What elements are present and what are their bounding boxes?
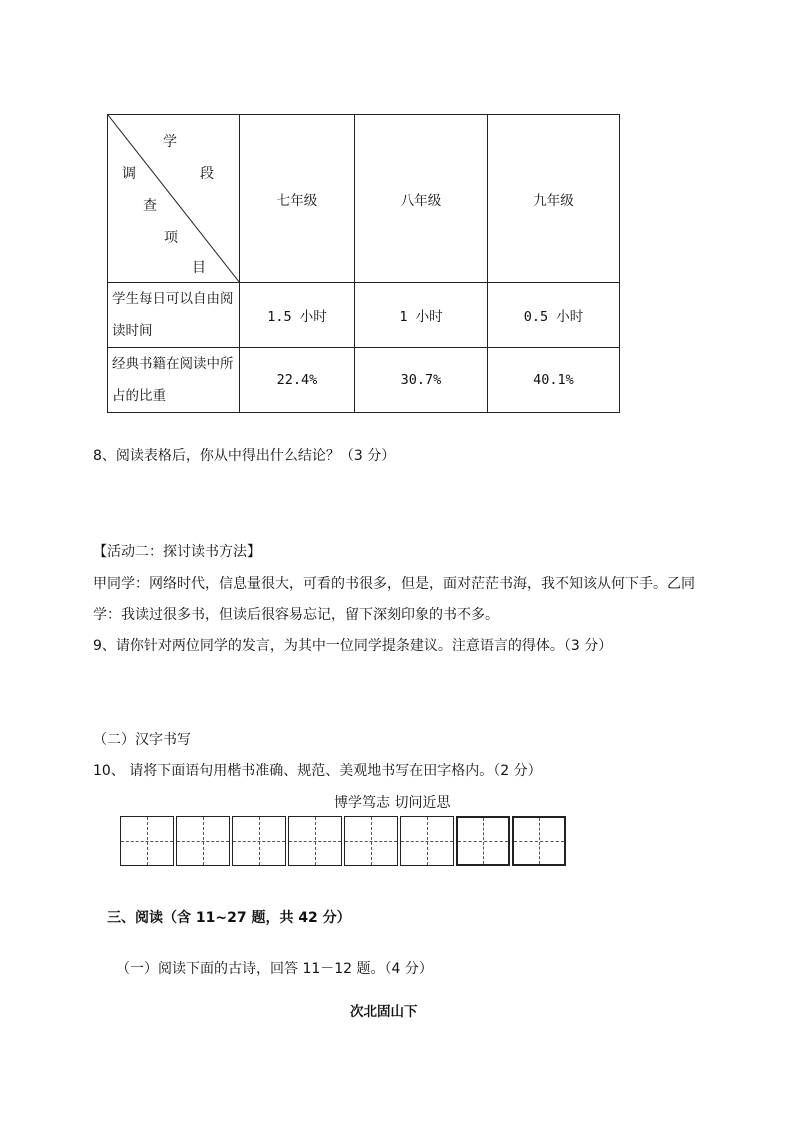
- corner-label-diao: 调: [122, 166, 136, 182]
- activity2-title: 【活动二：探讨读书方法】: [93, 544, 261, 560]
- tianzi-cell[interactable]: [120, 816, 174, 866]
- table-cell: 22.4%: [240, 348, 355, 413]
- survey-table: [107, 114, 620, 413]
- corner-label-xiang: 项: [164, 230, 178, 246]
- table-cell: 1.5 小时: [240, 283, 355, 348]
- poem-title: 次北固山下: [350, 1004, 418, 1020]
- row-label-classics-ratio: 经典书籍在阅读中所占的比重: [108, 348, 240, 413]
- tianzi-cell[interactable]: [288, 816, 342, 866]
- section-hanzi-writing: （二）汉字书写: [93, 732, 191, 748]
- tianzi-cell[interactable]: [400, 816, 454, 866]
- tianzi-cell[interactable]: [176, 816, 230, 866]
- copy-text: 博学笃志 切问近思: [334, 795, 451, 811]
- column-header-grade7: 七年级: [240, 115, 355, 283]
- activity2-line1: 甲同学：网络时代，信息量很大，可看的书很多，但是，面对茫茫书海，我不知该从何下手。乙同: [93, 576, 695, 592]
- table-row: [108, 348, 620, 413]
- row-label-reading-time: 学生每日可以自由阅读时间: [108, 283, 240, 348]
- activity2-line2: 学：我读过很多书，但读后很容易忘记，留下深刻印象的书不多。: [93, 607, 499, 623]
- table-cell: 40.1%: [488, 348, 620, 413]
- table-cell: 0.5 小时: [488, 283, 620, 348]
- question-8: 8、阅读表格后，你从中得出什么结论？（3 分）: [93, 448, 396, 464]
- table-cell: 30.7%: [355, 348, 488, 413]
- column-header-grade9: 九年级: [488, 115, 620, 283]
- section-3-reading: 三、阅读（含 11~27 题，共 42 分）: [107, 910, 351, 926]
- table-cell: 1 小时: [355, 283, 488, 348]
- corner-label-duan: 段: [200, 166, 214, 182]
- tianzi-cell[interactable]: [232, 816, 286, 866]
- tianzi-cell[interactable]: [344, 816, 398, 866]
- reading-part1-instruction: （一）阅读下面的古诗，回答 11－12 题。（4 分）: [116, 961, 433, 977]
- corner-label-mu: 目: [192, 260, 206, 276]
- question-10: 10、 请将下面语句用楷书准确、规范、美观地书写在田字格内。（2 分）: [93, 763, 542, 779]
- tianzi-cell[interactable]: [456, 816, 510, 866]
- corner-label-xue: 学: [163, 134, 177, 150]
- column-header-grade8: 八年级: [355, 115, 488, 283]
- table-row: [108, 283, 620, 348]
- corner-label-cha: 查: [143, 198, 157, 214]
- tianzi-cell[interactable]: [512, 816, 566, 866]
- question-9: 9、请你针对两位同学的发言，为其中一位同学提条建议。注意语言的得体。（3 分）: [93, 638, 613, 654]
- tianzi-grid: [120, 816, 566, 866]
- table-header-row: [108, 115, 620, 283]
- table-corner-header: [108, 115, 240, 283]
